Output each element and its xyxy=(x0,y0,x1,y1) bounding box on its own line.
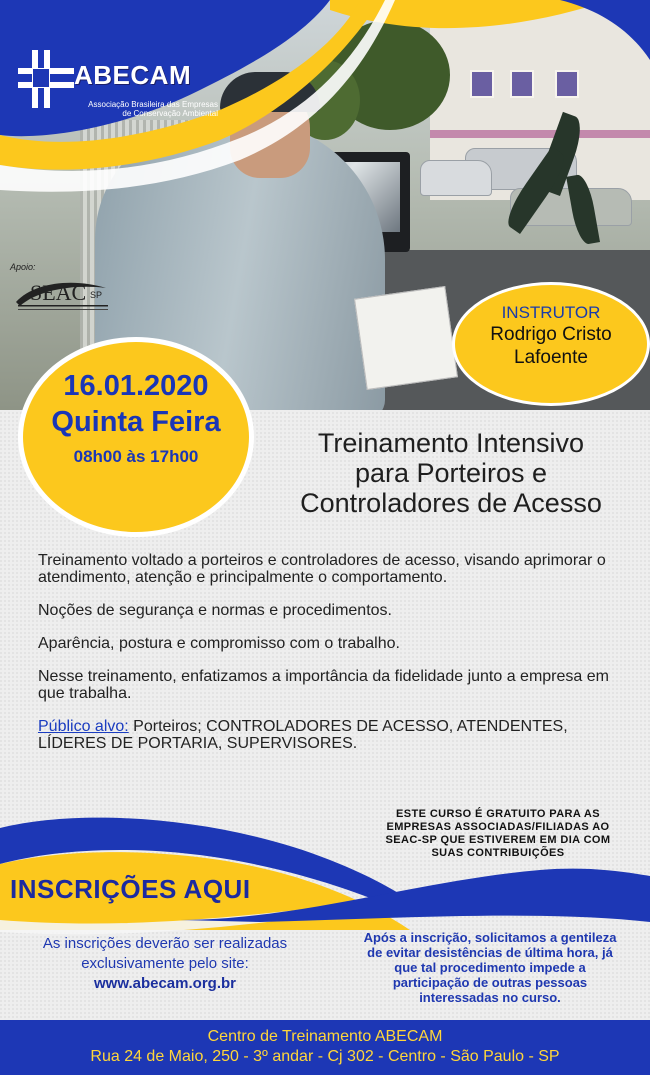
event-time: 08h00 às 17h00 xyxy=(73,447,199,466)
course-title xyxy=(262,428,640,518)
top-right-swoosh xyxy=(560,0,650,90)
logo-subtitle-line: de Conservação Ambiental xyxy=(122,109,218,118)
cancellation-line: de evitar desistências de última hora, já xyxy=(367,945,613,960)
footer xyxy=(0,1020,650,1075)
instructor-title: INSTRUTOR xyxy=(501,303,601,322)
description-paragraph: Aparência, postura e compromisso com o trabalho. xyxy=(38,635,400,652)
cancellation-line: Após a inscrição, solicitamos a gentileza xyxy=(363,930,617,945)
logo-name: ABECAM xyxy=(74,60,192,90)
event-weekday: Quinta Feira xyxy=(51,406,221,438)
course-title-line: para Porteiros e xyxy=(354,458,548,488)
description-paragraph: Treinamento voltado a porteiros e controladores de acesso, visando aprimorar o atendimento, atenção e principalmente o comportamento. xyxy=(38,552,606,586)
logo-subtitle-line: Associação Brasileira das Empresas xyxy=(88,100,218,109)
svg-text:SP: SP xyxy=(90,290,103,300)
free-note-line: EMPRESAS ASSOCIADAS/FILIADAS AO xyxy=(386,821,610,833)
instructor-name xyxy=(467,323,635,369)
cancellation-line: que tal procedimento impede a xyxy=(394,960,586,975)
registration-site-link[interactable]: www.abecam.org.br xyxy=(94,975,236,992)
course-title-line: Controladores de Acesso xyxy=(300,488,602,518)
registration-title: INSCRIÇÕES AQUI xyxy=(10,874,251,904)
cancellation-line: participação de outras pessoas xyxy=(392,975,588,990)
audience-label: Público alvo: xyxy=(38,718,129,735)
registration-instructions xyxy=(20,934,310,994)
description-paragraph: Noções de segurança e normas e procedimentos. xyxy=(38,602,392,619)
event-date: 16.01.2020 xyxy=(63,370,209,402)
footer-address: Rua 24 de Maio, 250 - 3º andar - Cj 302 - Centro - São Paulo - SP xyxy=(90,1048,560,1065)
cancellation-notice xyxy=(335,930,645,1005)
registration-line: exclusivamente pelo site: xyxy=(81,955,249,972)
free-note-line: SEAC-SP QUE ESTIVEREM EM DIA COM xyxy=(385,834,611,846)
free-note-line: ESTE CURSO É GRATUITO PARA AS xyxy=(396,808,600,820)
abecam-cross-icon xyxy=(18,50,74,108)
cancellation-line: interessadas no curso. xyxy=(419,990,561,1005)
free-note-line: SUAS CONTRIBUIÇÕES xyxy=(431,847,565,859)
course-description xyxy=(38,552,638,768)
date-badge xyxy=(18,337,254,537)
logo-subtitle xyxy=(78,100,218,118)
registration-line: As inscrições deverão ser realizadas xyxy=(42,935,288,952)
instructor-badge xyxy=(452,282,650,406)
abecam-logo xyxy=(18,50,218,122)
svg-text:SEAC: SEAC xyxy=(30,280,87,305)
course-title-line: Treinamento Intensivo xyxy=(317,428,585,458)
logbook xyxy=(354,286,458,390)
footer-venue: Centro de Treinamento ABECAM xyxy=(207,1028,443,1045)
audience-text: Porteiros; CONTROLADORES DE ACESSO, ATENDENTES, LÍDERES DE PORTARIA, SUPERVISORES. xyxy=(38,718,568,752)
free-course-note xyxy=(348,808,648,860)
description-paragraph: Nesse treinamento, enfatizamos a importância da fidelidade junto a empresa em que trabalha. xyxy=(38,668,609,702)
support-label: Apoio: xyxy=(10,262,36,272)
instructor-name-line: Rodrigo Cristo xyxy=(490,324,612,345)
audience-paragraph xyxy=(38,718,638,752)
seac-sp-logo xyxy=(14,272,114,314)
instructor-name-line: Lafoente xyxy=(514,347,588,368)
